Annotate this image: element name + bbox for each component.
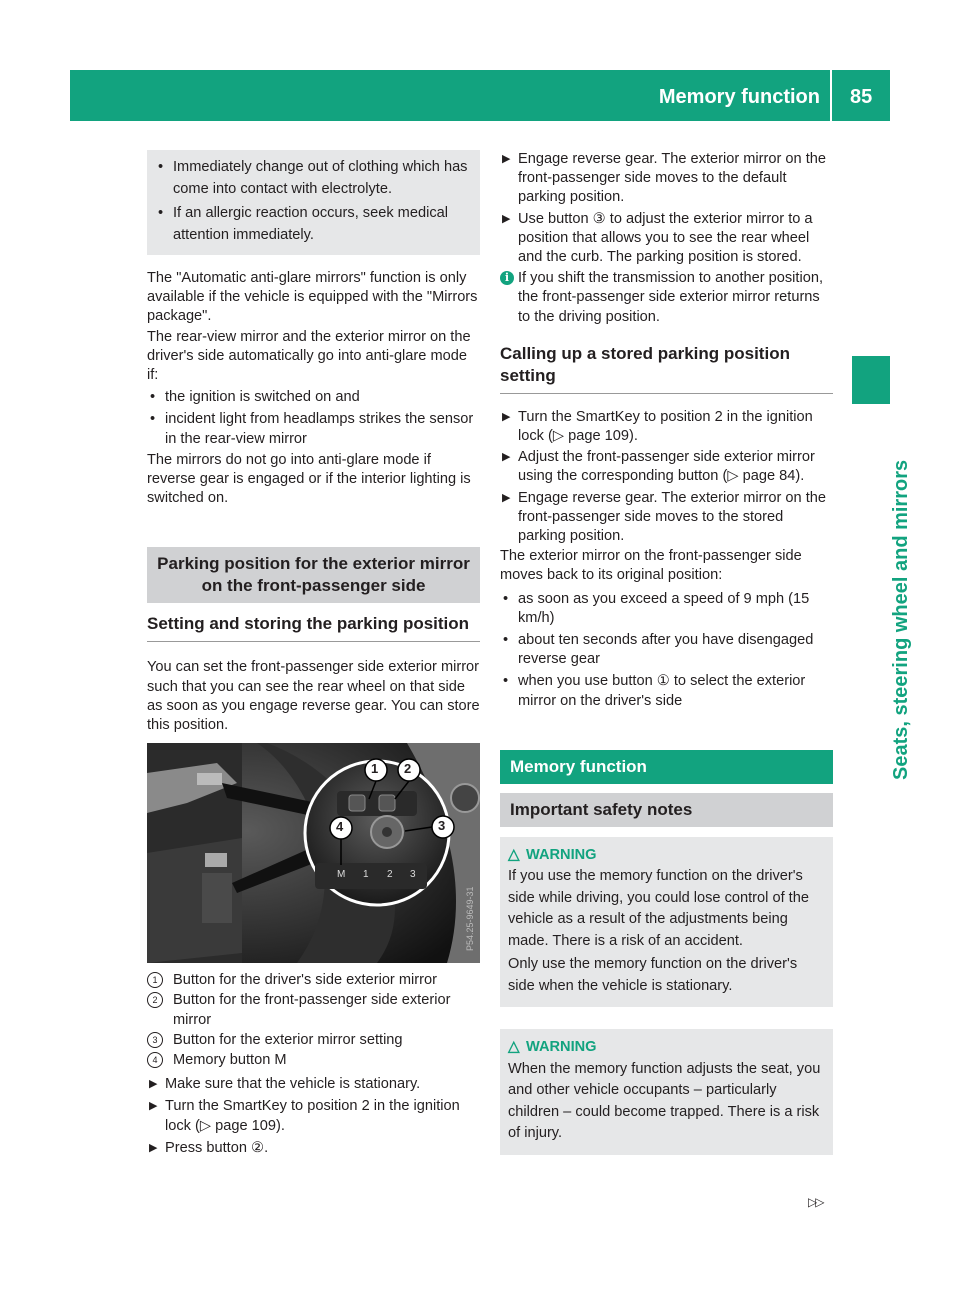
warning-text: When the memory function adjusts the seat, you and other vehicle occupants – particularly children – could become trapped. There is a risk of injury. [508,1060,821,1142]
left-column [147,150,480,1158]
callout-2: 2 [404,761,412,777]
memory-button-label: M [337,869,346,881]
chapter-tab-marker [852,356,890,404]
preset-button-3-label: 3 [410,869,416,881]
mirror-controls-figure [147,743,480,963]
legend-number: 4 [147,1052,163,1068]
continue-marker: ▷▷ [808,1195,823,1209]
subsection-heading-calling: Calling up a stored parking position setting [500,343,833,394]
step-item: ▶ Use button ③ to adjust the exterior mirror to a position that allows you to see the rear wheel and the curb. The parking position is stored. [500,210,833,268]
section-heading-memory: Memory function [500,750,833,784]
page-number: 85 [850,86,873,108]
list-item: • about ten seconds after you have disengaged reverse gear [500,631,833,669]
legend-number: 3 [147,1032,163,1048]
paragraph: The exterior mirror on the front-passenger side moves back to its original position: [500,548,802,584]
info-note [500,269,833,327]
step-item: ▶ Make sure that the vehicle is stationary. [147,1074,480,1094]
list-item: • the ignition is switched on and [147,388,480,407]
step-item: ▶ Adjust the front-passenger side exterior mirror using the corresponding button (▷ page 84). [500,448,833,486]
chapter-side-label-wrap [856,420,912,780]
warning-title: △ WARNING [508,1037,825,1059]
step-item: ▶ Turn the SmartKey to position 2 in the ignition lock (▷ page 109). [147,1096,480,1136]
warning-title: △ WARNING [508,845,825,867]
legend-text: Button for the driver's side exterior mirror [173,972,437,989]
subsection-heading-setting: Setting and storing the parking position [147,613,480,642]
warning-box [500,1029,833,1155]
legend-item [147,1050,480,1070]
list-item: • as soon as you exceed a speed of 9 mph (15 km/h) [500,590,833,628]
legend-number: 1 [147,972,163,988]
preset-button-2-label: 2 [387,869,393,881]
right-column [500,150,833,1155]
chapter-side-label: Seats, steering wheel and mirrors [890,459,912,780]
paragraph: The "Automatic anti-glare mirrors" function is only available if the vehicle is equipped with the "Mirrors package". [147,270,478,325]
header-title: Memory function [658,86,820,108]
legend-item [147,970,480,990]
step-item: ▶ Engage reverse gear. The exterior mirror on the front-passenger side moves to the stored parking position. [500,489,833,547]
paragraph: The rear-view mirror and the exterior mirror on the driver's side automatically go into anti-glare mode if: [147,328,471,384]
subsection-heading-safety: Important safety notes [500,793,833,827]
warning-text: If you use the memory function on the driver's side while driving, you could lose control of the vehicle as a result of the adjustments being made. There is a risk of an accident. [508,868,809,949]
warning-text: Only use the memory function on the driver's side when the vehicle is stationary. [508,956,798,994]
figure-legend [147,970,480,1070]
preset-button-1-label: 1 [363,869,369,881]
legend-text: Button for the exterior mirror setting [173,1032,403,1049]
info-text: If you shift the transmission to another position, the front-passenger side exterior mirror returns to the driving position. [518,270,824,325]
warning-box [500,837,833,1008]
steps-list [500,408,833,546]
legend-number: 2 [147,992,163,1008]
legend-text: Button for the front-passenger side exterior mirror [173,992,451,1029]
info-icon: i [500,271,514,285]
paragraph: You can set the front-passenger side exterior mirror such that you can see the rear wheel on that side as soon as you engage reverse gear. You can store this position. [147,659,480,734]
page-header [70,70,890,121]
figure-code: P54.25-9649-31 [465,886,475,952]
legend-item [147,990,480,1030]
step-item: ▶ Engage reverse gear. The exterior mirror on the front-passenger side moves to the default parking position. [500,150,833,208]
callout-4: 4 [336,819,344,835]
legend-item [147,1030,480,1050]
list-item: • incident light from headlamps strikes the sensor in the rear-view mirror [147,410,480,448]
legend-text: Memory button M [173,1052,287,1069]
paragraph: The mirrors do not go into anti-glare mode if reverse gear is engaged or if the interior lighting is switched on. [147,451,471,507]
list-item: • Immediately change out of clothing which has come into contact with electrolyte. [155,157,474,200]
electrolyte-note-box [147,150,480,255]
list-item: • when you use button ① to select the exterior mirror on the driver's side [500,672,833,710]
section-heading-parking: Parking position for the exterior mirror on the front-passenger side [147,547,480,603]
callout-1: 1 [371,761,379,777]
step-item: ▶ Turn the SmartKey to position 2 in the ignition lock (▷ page 109). [500,408,833,446]
figure-drawing [147,743,480,963]
header-divider [830,70,832,121]
steps-list [147,1074,480,1158]
step-item: ▶ Press button ②. [147,1138,480,1158]
list-item: • If an allergic reaction occurs, seek medical attention immediately. [155,203,474,246]
callout-3: 3 [438,818,446,834]
